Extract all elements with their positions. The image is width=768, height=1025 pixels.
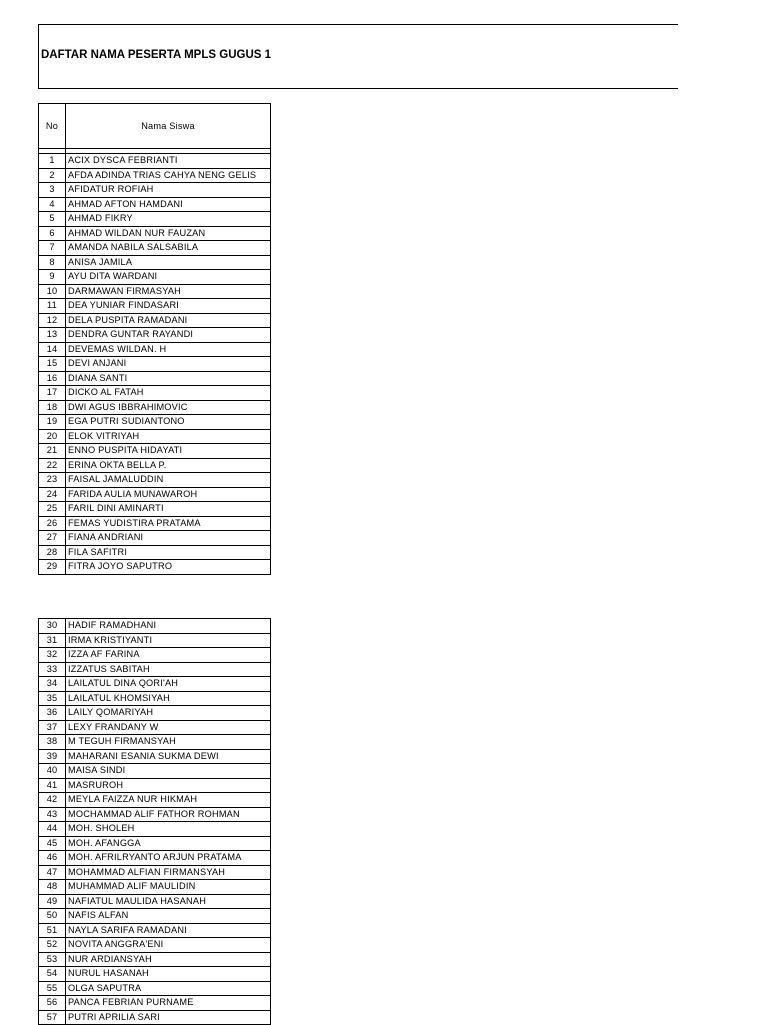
student-name: NUR ARDIANSYAH <box>66 952 271 967</box>
student-name: ERINA OKTA BELLA P. <box>66 458 271 473</box>
student-name: FIANA ANDRIANI <box>66 531 271 546</box>
row-number: 12 <box>39 313 66 328</box>
table-row <box>39 371 271 386</box>
student-name: LAILY QOMARIYAH <box>66 706 271 721</box>
student-name: FILA SAFITRI <box>66 545 271 560</box>
student-table-part-2 <box>38 618 271 1025</box>
table-row <box>39 545 271 560</box>
student-name: MASRUROH <box>66 778 271 793</box>
table-row <box>39 952 271 967</box>
row-number: 47 <box>39 865 66 880</box>
table-row <box>39 677 271 692</box>
table-row <box>39 516 271 531</box>
table-row <box>39 270 271 285</box>
row-number: 53 <box>39 952 66 967</box>
table-row <box>39 444 271 459</box>
row-number: 56 <box>39 996 66 1011</box>
row-number: 17 <box>39 386 66 401</box>
row-number: 20 <box>39 429 66 444</box>
header-row <box>39 104 271 149</box>
table-row <box>39 342 271 357</box>
student-name: AHMAD FIKRY <box>66 212 271 227</box>
table-row <box>39 981 271 996</box>
table-row <box>39 865 271 880</box>
row-number: 27 <box>39 531 66 546</box>
row-number: 49 <box>39 894 66 909</box>
table-row <box>39 531 271 546</box>
row-number: 1 <box>39 154 66 169</box>
table-row <box>39 313 271 328</box>
student-name: NURUL HASANAH <box>66 967 271 982</box>
table-row <box>39 241 271 256</box>
student-name: AFDA ADINDA TRIAS CAHYA NENG GELIS <box>66 168 271 183</box>
row-number: 33 <box>39 662 66 677</box>
student-name: M TEGUH FIRMANSYAH <box>66 735 271 750</box>
table-row <box>39 691 271 706</box>
student-name: ACIX DYSCA FEBRIANTI <box>66 154 271 169</box>
student-name: MOCHAMMAD ALIF FATHOR ROHMAN <box>66 807 271 822</box>
table-row <box>39 473 271 488</box>
student-name: LAILATUL DINA QORI'AH <box>66 677 271 692</box>
student-name: AMANDA NABILA SALSABILA <box>66 241 271 256</box>
row-number: 8 <box>39 255 66 270</box>
table-row <box>39 255 271 270</box>
student-name: DELA PUSPITA RAMADANI <box>66 313 271 328</box>
table-row <box>39 429 271 444</box>
table-row <box>39 357 271 372</box>
student-name: ELOK VITRIYAH <box>66 429 271 444</box>
row-number: 45 <box>39 836 66 851</box>
table-row <box>39 880 271 895</box>
row-number: 22 <box>39 458 66 473</box>
student-name: DWI AGUS IBBRAHIMOVIC <box>66 400 271 415</box>
row-number: 24 <box>39 487 66 502</box>
student-name: HADIF RAMADHANI <box>66 619 271 634</box>
student-name: AHMAD WILDAN NUR FAUZAN <box>66 226 271 241</box>
row-number: 14 <box>39 342 66 357</box>
row-number: 51 <box>39 923 66 938</box>
row-number: 18 <box>39 400 66 415</box>
row-number: 44 <box>39 822 66 837</box>
table-row <box>39 764 271 779</box>
table-row <box>39 487 271 502</box>
table-row <box>39 938 271 953</box>
student-name: DICKO AL FATAH <box>66 386 271 401</box>
row-number: 55 <box>39 981 66 996</box>
table-row <box>39 560 271 575</box>
student-name: FARIL DINI AMINARTI <box>66 502 271 517</box>
table-row <box>39 212 271 227</box>
table-row <box>39 154 271 169</box>
student-name: LAILATUL KHOMSIYAH <box>66 691 271 706</box>
student-name: PUTRI APRILIA SARI <box>66 1010 271 1025</box>
student-name: IZZA AF FARINA <box>66 648 271 663</box>
student-name: FAISAL JAMALUDDIN <box>66 473 271 488</box>
table-row <box>39 923 271 938</box>
table-row <box>39 749 271 764</box>
table-row <box>39 851 271 866</box>
table-row <box>39 299 271 314</box>
table-row <box>39 909 271 924</box>
header-name: Nama Siswa <box>66 104 271 149</box>
table-row <box>39 619 271 634</box>
title-box <box>38 24 678 89</box>
student-name: MUHAMMAD ALIF MAULIDIN <box>66 880 271 895</box>
row-number: 28 <box>39 545 66 560</box>
row-number: 26 <box>39 516 66 531</box>
table-row <box>39 778 271 793</box>
row-number: 50 <box>39 909 66 924</box>
row-number: 19 <box>39 415 66 430</box>
student-name: FITRA JOYO SAPUTRO <box>66 560 271 575</box>
table-row <box>39 328 271 343</box>
student-name: PANCA FEBRIAN PURNAME <box>66 996 271 1011</box>
row-number: 13 <box>39 328 66 343</box>
student-name: ANISA JAMILA <box>66 255 271 270</box>
table-row <box>39 822 271 837</box>
student-name: MAHARANI ESANIA SUKMA DEWI <box>66 749 271 764</box>
row-number: 21 <box>39 444 66 459</box>
table-row <box>39 226 271 241</box>
student-name: DEVEMAS WILDAN. H <box>66 342 271 357</box>
student-name: AYU DITA WARDANI <box>66 270 271 285</box>
student-name: NAYLA SARIFA RAMADANI <box>66 923 271 938</box>
row-number: 25 <box>39 502 66 517</box>
row-number: 40 <box>39 764 66 779</box>
table-row <box>39 168 271 183</box>
row-number: 16 <box>39 371 66 386</box>
row-number: 31 <box>39 633 66 648</box>
header-no: No <box>39 104 66 149</box>
student-name: DENDRA GUNTAR RAYANDI <box>66 328 271 343</box>
row-number: 6 <box>39 226 66 241</box>
student-name: NAFIS ALFAN <box>66 909 271 924</box>
student-name: DEA YUNIAR FINDASARI <box>66 299 271 314</box>
table-row <box>39 807 271 822</box>
row-number: 46 <box>39 851 66 866</box>
table-row <box>39 502 271 517</box>
table-row <box>39 284 271 299</box>
table-row <box>39 400 271 415</box>
student-name: MOH. AFANGGA <box>66 836 271 851</box>
student-name: MAISA SINDI <box>66 764 271 779</box>
row-number: 2 <box>39 168 66 183</box>
row-number: 42 <box>39 793 66 808</box>
student-name: LEXY FRANDANY W <box>66 720 271 735</box>
row-number: 54 <box>39 967 66 982</box>
row-number: 43 <box>39 807 66 822</box>
student-name: OLGA SAPUTRA <box>66 981 271 996</box>
row-number: 52 <box>39 938 66 953</box>
table-row <box>39 1010 271 1025</box>
row-number: 34 <box>39 677 66 692</box>
student-name: NAFIATUL MAULIDA HASANAH <box>66 894 271 909</box>
table-row <box>39 706 271 721</box>
row-number: 10 <box>39 284 66 299</box>
row-number: 29 <box>39 560 66 575</box>
table-row <box>39 836 271 851</box>
student-name: NOVITA ANGGRA'ENI <box>66 938 271 953</box>
student-name: MOH. SHOLEH <box>66 822 271 837</box>
table-row <box>39 894 271 909</box>
row-number: 32 <box>39 648 66 663</box>
row-number: 5 <box>39 212 66 227</box>
student-name: MOH. AFRILRYANTO ARJUN PRATAMA <box>66 851 271 866</box>
student-name: ENNO PUSPITA HIDAYATI <box>66 444 271 459</box>
table-row <box>39 648 271 663</box>
row-number: 30 <box>39 619 66 634</box>
table-row <box>39 633 271 648</box>
student-name: DEVI ANJANI <box>66 357 271 372</box>
table-row <box>39 662 271 677</box>
student-name: DARMAWAN FIRMASYAH <box>66 284 271 299</box>
student-name: FARIDA AULIA MUNAWAROH <box>66 487 271 502</box>
row-number: 37 <box>39 720 66 735</box>
table-row <box>39 183 271 198</box>
table-row <box>39 197 271 212</box>
table-row <box>39 458 271 473</box>
table-row <box>39 735 271 750</box>
student-name: DIANA SANTI <box>66 371 271 386</box>
row-number: 7 <box>39 241 66 256</box>
student-name: FEMAS YUDISTIRA PRATAMA <box>66 516 271 531</box>
row-number: 23 <box>39 473 66 488</box>
student-name: AHMAD AFTON HAMDANI <box>66 197 271 212</box>
student-name: AFIDATUR ROFIAH <box>66 183 271 198</box>
row-number: 41 <box>39 778 66 793</box>
student-name: IZZATUS SABITAH <box>66 662 271 677</box>
row-number: 35 <box>39 691 66 706</box>
student-name: MEYLA FAIZZA NUR HIKMAH <box>66 793 271 808</box>
student-name: EGA PUTRI SUDIANTONO <box>66 415 271 430</box>
row-number: 15 <box>39 357 66 372</box>
row-number: 48 <box>39 880 66 895</box>
row-number: 9 <box>39 270 66 285</box>
table-row <box>39 996 271 1011</box>
student-table-part-1 <box>38 103 271 575</box>
student-name: IRMA KRISTIYANTI <box>66 633 271 648</box>
row-number: 39 <box>39 749 66 764</box>
table-row <box>39 720 271 735</box>
table-row <box>39 386 271 401</box>
student-name: MOHAMMAD ALFIAN FIRMANSYAH <box>66 865 271 880</box>
table-row <box>39 415 271 430</box>
row-number: 57 <box>39 1010 66 1025</box>
row-number: 11 <box>39 299 66 314</box>
table-row <box>39 793 271 808</box>
page-title: DAFTAR NAMA PESERTA MPLS GUGUS 1 <box>41 49 272 61</box>
row-number: 3 <box>39 183 66 198</box>
row-number: 36 <box>39 706 66 721</box>
row-number: 38 <box>39 735 66 750</box>
table-row <box>39 967 271 982</box>
row-number: 4 <box>39 197 66 212</box>
